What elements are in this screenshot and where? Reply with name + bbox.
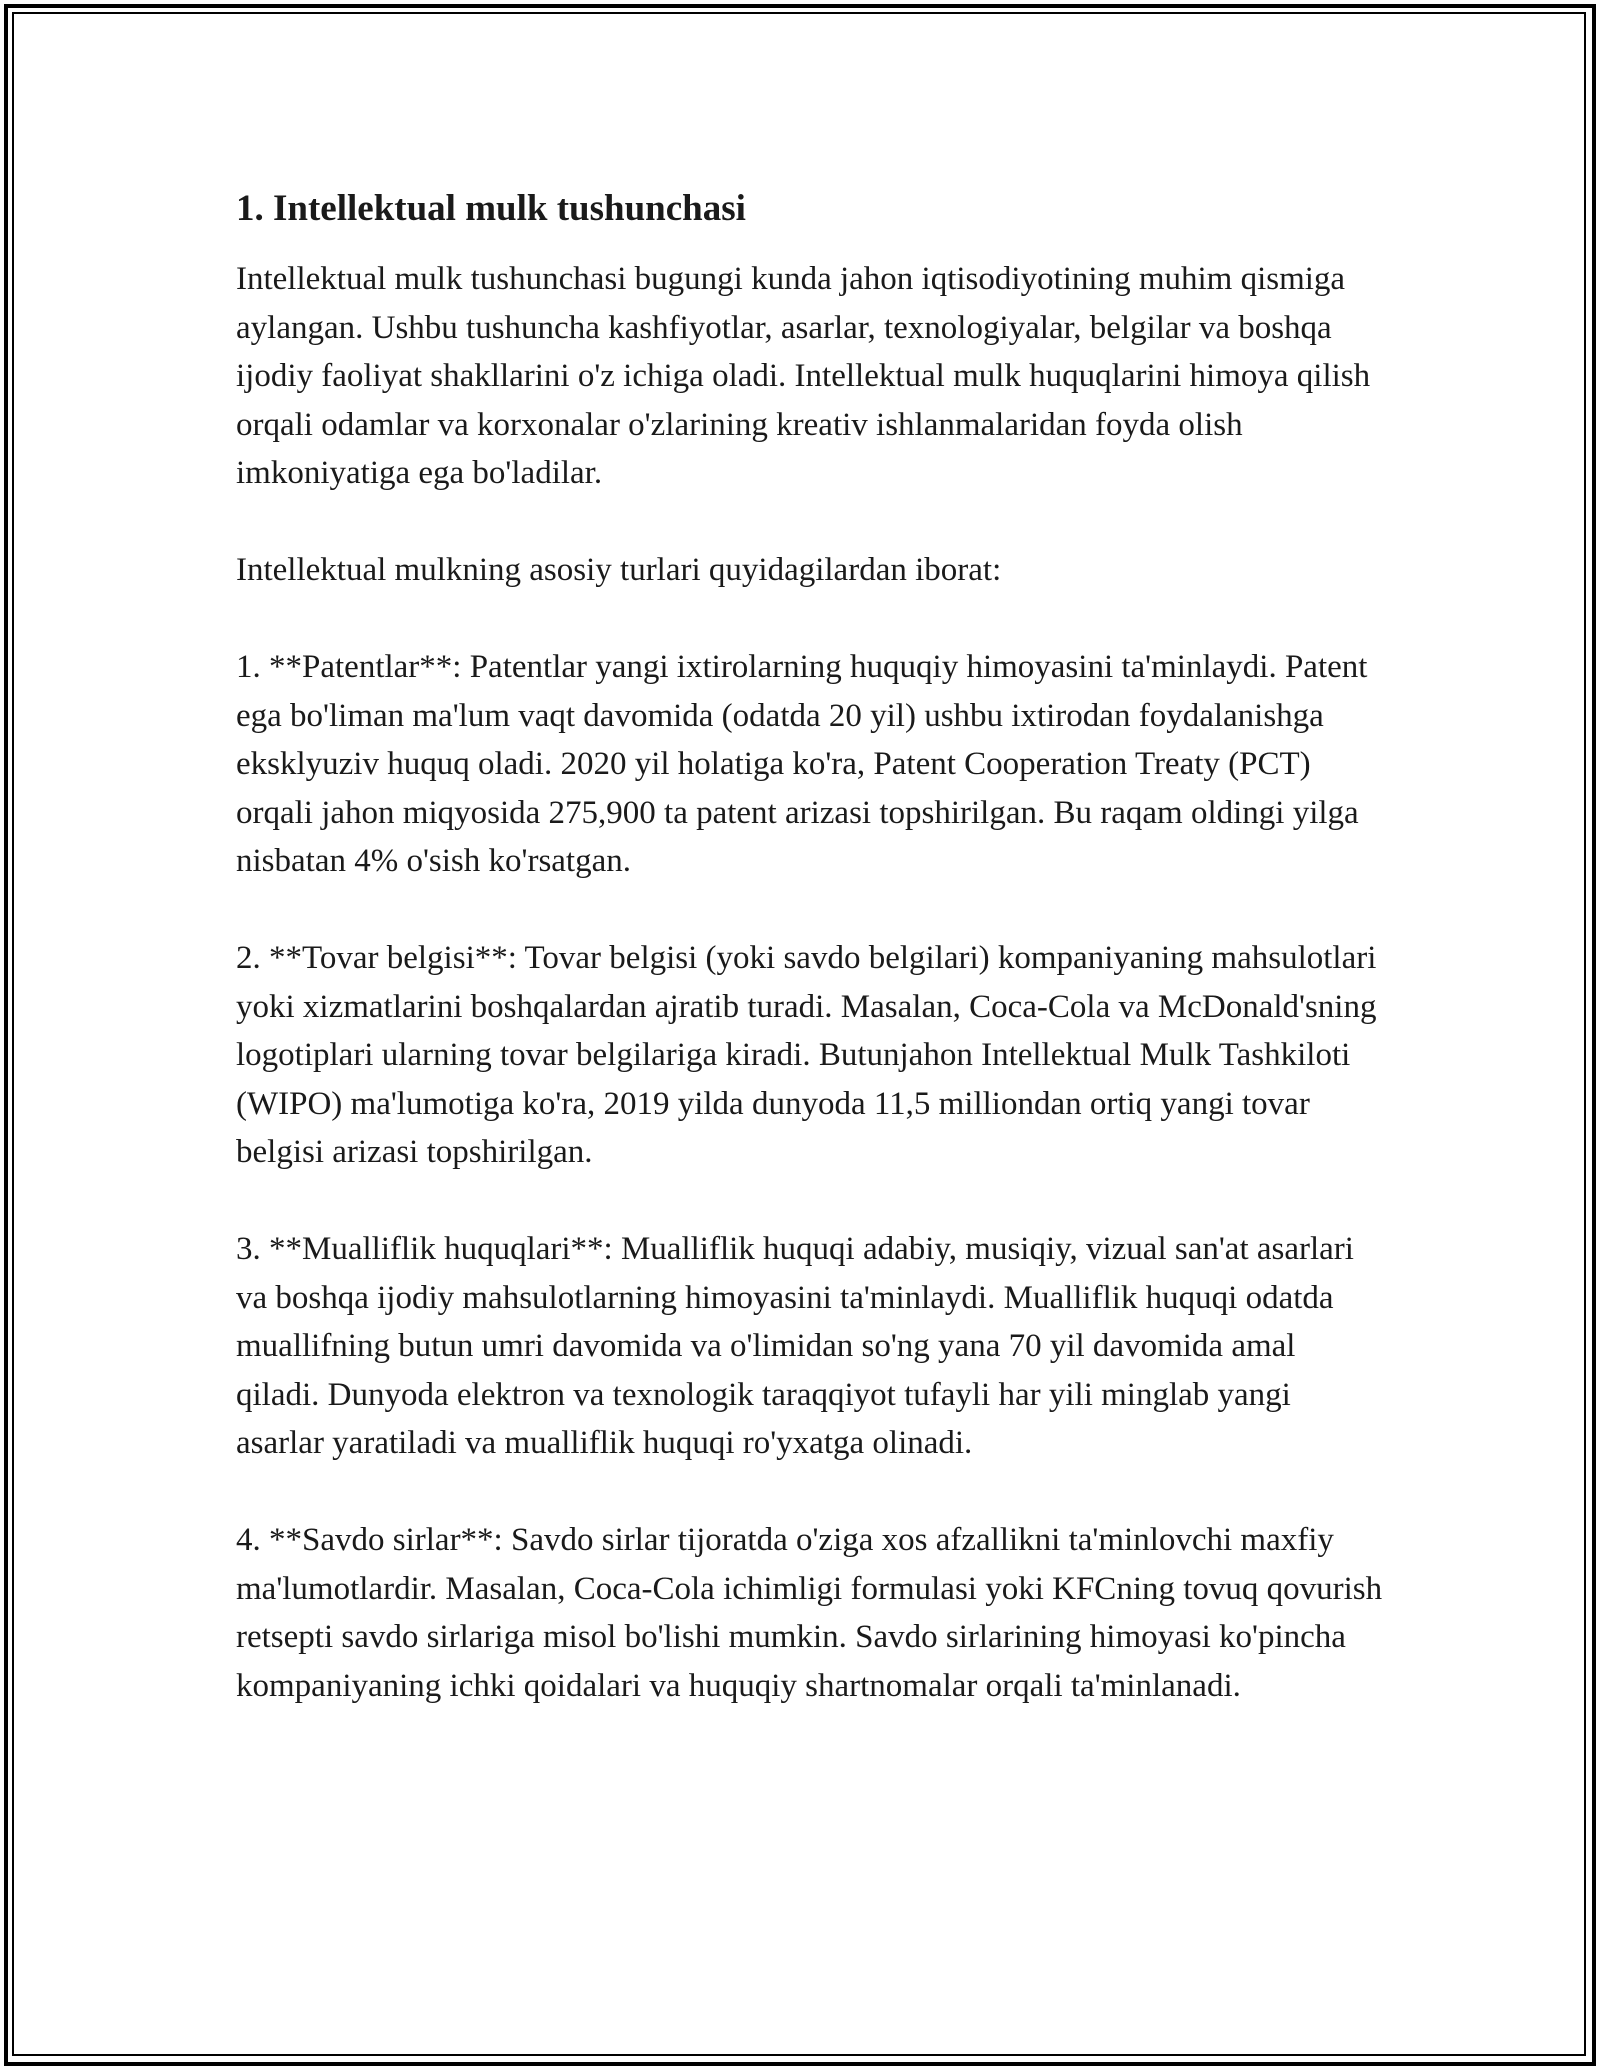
section-title: 1. Intellektual mulk tushunchasi — [236, 188, 746, 229]
types-intro-paragraph: Intellektual mulkning asosiy turlari quyidagilardan iborat: — [236, 552, 1002, 589]
trademark-paragraph: 2. **Tovar belgisi**: Tovar belgisi (yoki savdo belgilari) kompaniyaning mahsulotlari yoki xizmatlarini boshqalardan ajratib turadi. Masalan, Coca-Cola va McDonald'sning logotiplari ularning tovar belgilariga kiradi. Butunjahon Intellektual Mulk Tashkiloti (WIPO) ma'lumotiga ko'ra, 2019 yilda dunyoda 11,5 milliondan ortiq yangi tovar belgisi arizasi topshirilgan. — [236, 940, 1377, 1171]
intro-paragraph: Intellektual mulk tushunchasi bugungi kunda jahon iqtisodiyotining muhim qismiga aylangan. Ushbu tushuncha kashfiyotlar, asarlar, texnologiyalar, belgilar va boshqa ijodiy faoliyat shakllarini o'z ichiga oladi. Intellektual mulk huquqlarini himoya qilish orqali odamlar va korxonalar o'zlarining kreativ ishlanmalaridan foyda olish imkoniyatiga ega bo'ladilar. — [236, 261, 1371, 492]
copyright-paragraph: 3. **Mualliflik huquqlari**: Mualliflik huquqi adabiy, musiqiy, vizual san'at asarlari va boshqa ijodiy mahsulotlarning himoyasini ta'minlaydi. Mualliflik huquqi odatda muallifning butun umri davomida va o'limidan so'ng yana 70 yil davomida amal qiladi. Dunyoda elektron va texnologik taraqqiyot tufayli har yili minglab yangi asarlar yaratiladi va mualliflik huquqi ro'yxatga olinadi. — [236, 1231, 1354, 1462]
patents-paragraph: 1. **Patentlar**: Patentlar yangi ixtirolarning huquqiy himoyasini ta'minlaydi. Patent ega bo'liman ma'lum vaqt davomida (odatda 20 yil) ushbu ixtirodan foydalanishga eksklyuziv huquq oladi. 2020 yil holatiga ko'ra, Patent Cooperation Treaty (PCT) orqali jahon miqyosida 275,900 ta patent arizasi topshirilgan. Bu raqam oldingi yilga nisbatan 4% o'sish ko'rsatgan. — [236, 649, 1368, 880]
document-body — [236, 185, 1386, 1759]
trade-secrets-paragraph: 4. **Savdo sirlar**: Savdo sirlar tijoratda o'ziga xos afzallikni ta'minlovchi maxfiy ma'lumotlardir. Masalan, Coca-Cola ichimligi formulasi yoki KFCning tovuq qovurish retsepti savdo sirlariga misol bo'lishi mumkin. Savdo sirlarining himoyasi ko'pincha kompaniyaning ichki qoidalari va huquqiy shartnomalar orqali ta'minlanadi. — [236, 1522, 1383, 1704]
